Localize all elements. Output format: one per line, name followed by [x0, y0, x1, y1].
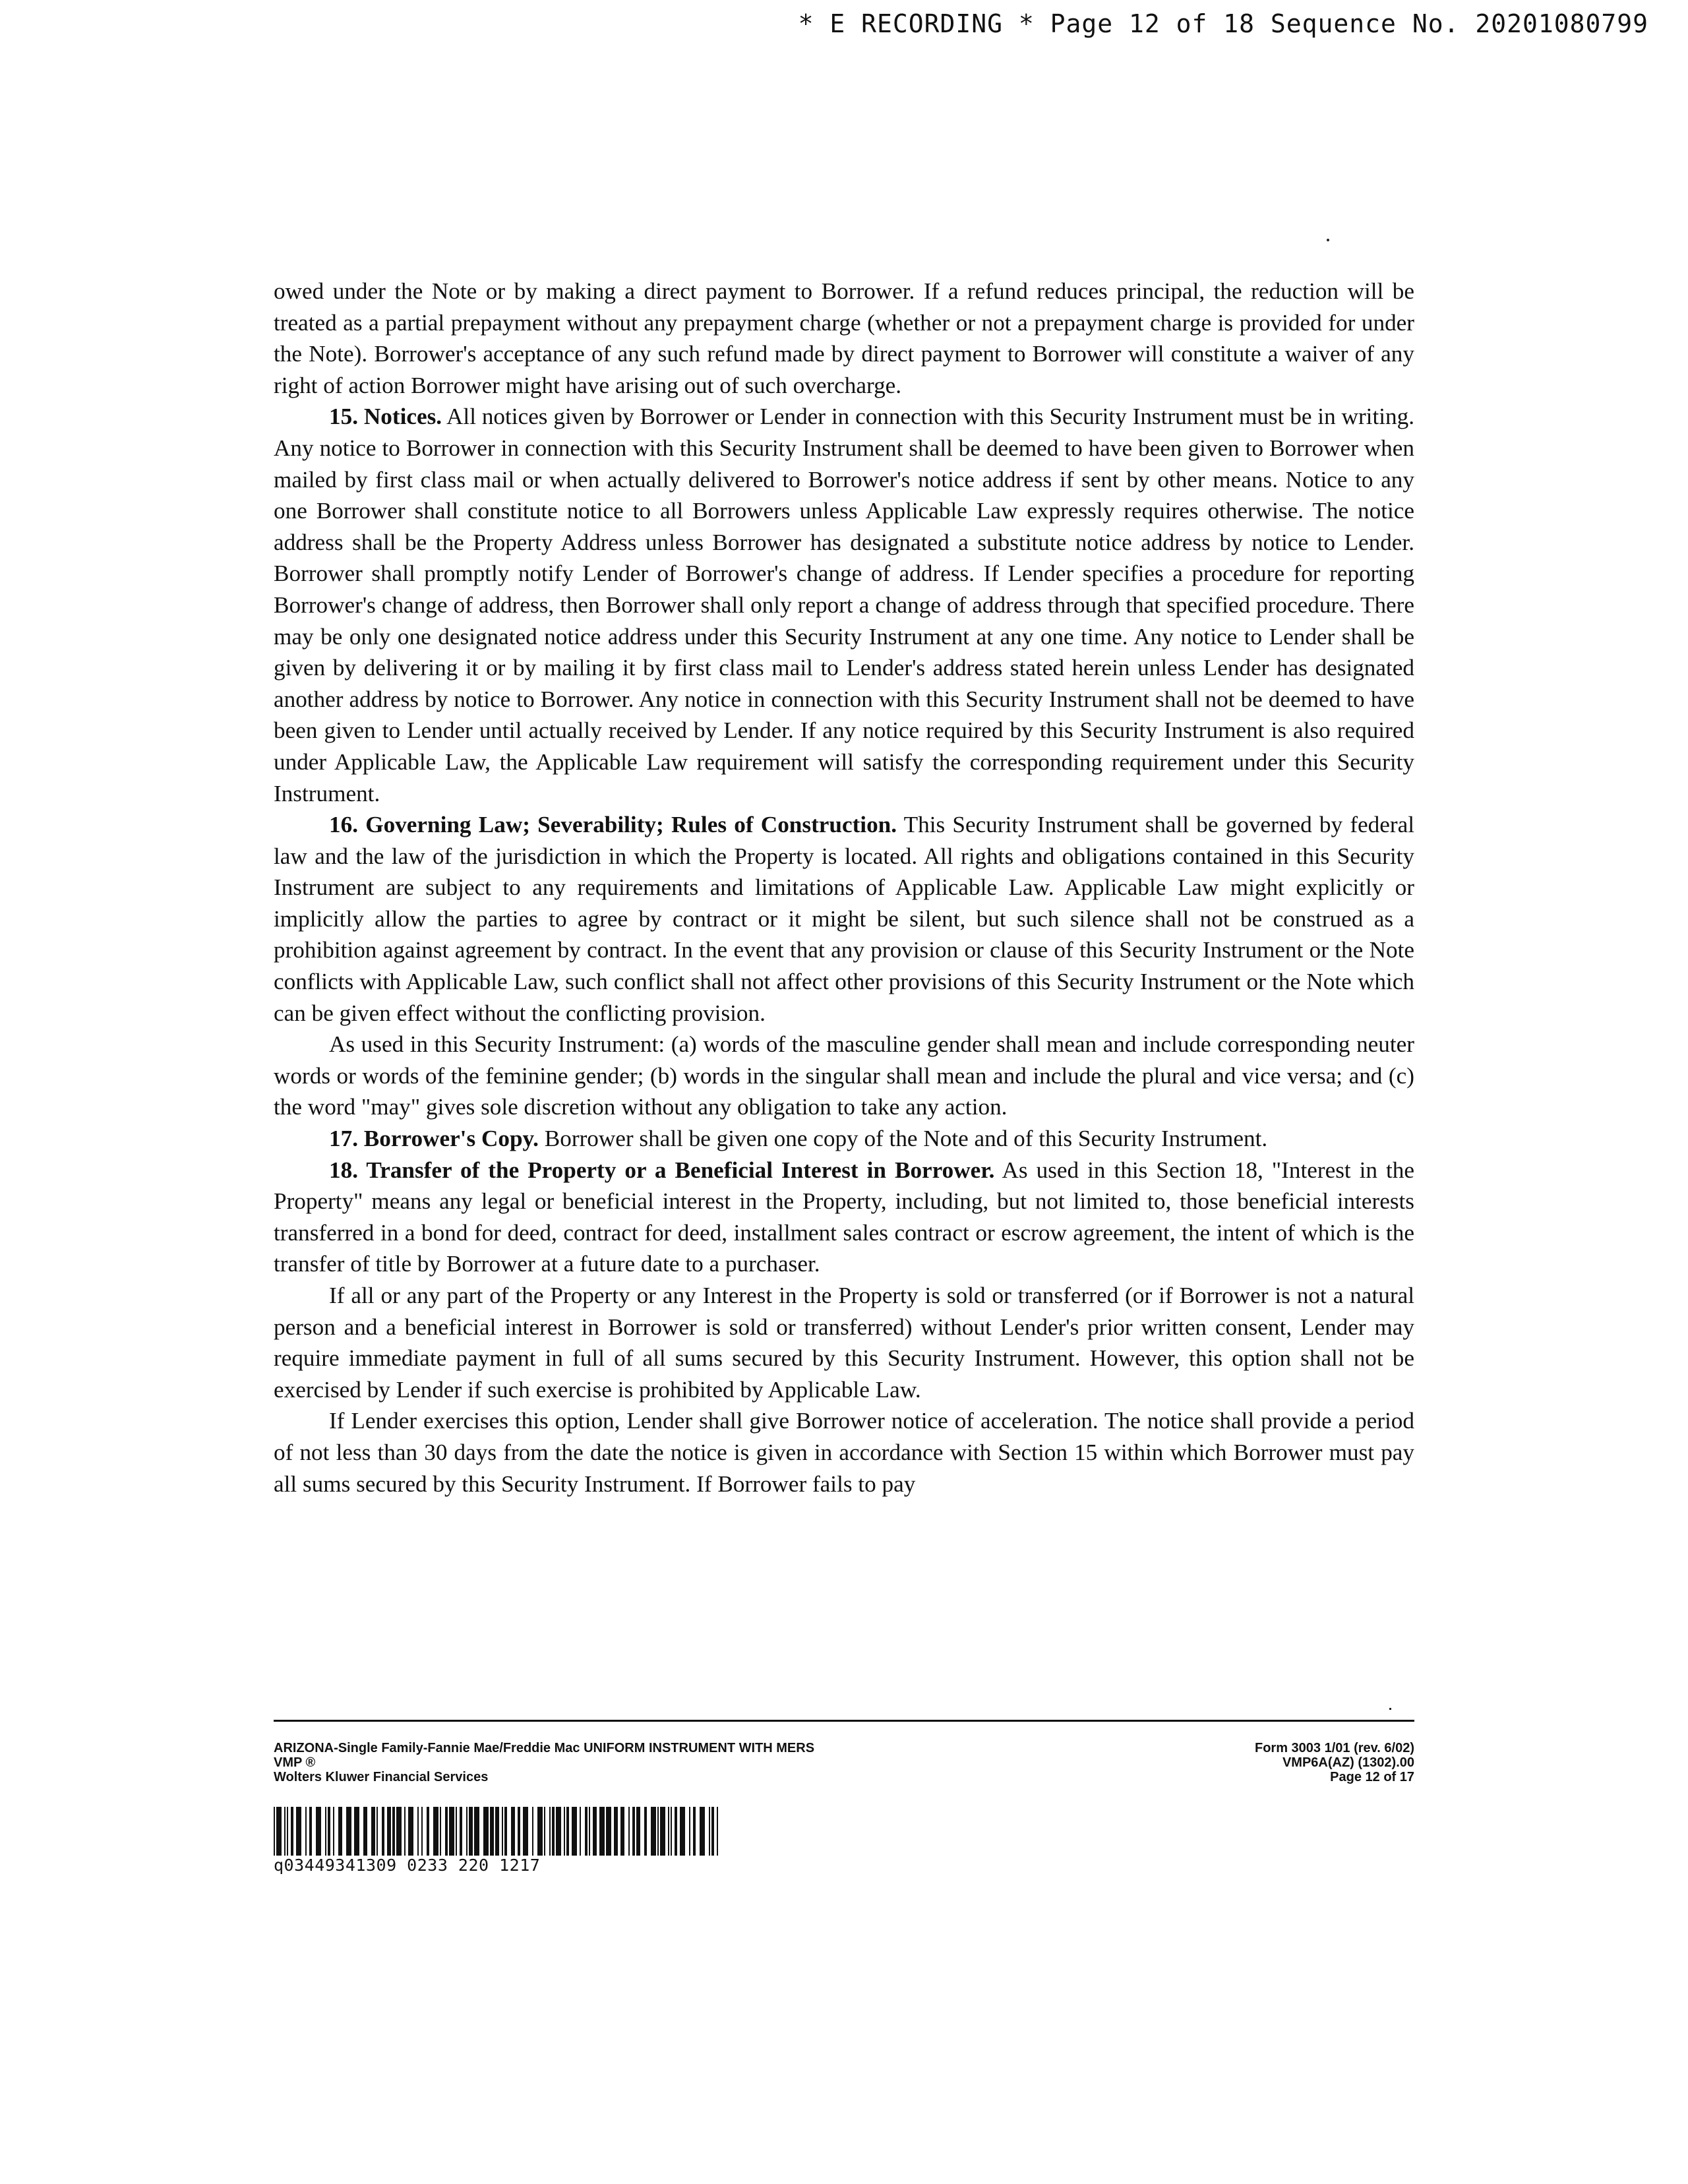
section-16-heading: 16. Governing Law; Severability; Rules of Construction. [329, 812, 897, 838]
section-16-governing-law [274, 809, 1414, 1029]
footer-vmp-code: VMP6A(AZ) (1302).00 [1282, 1755, 1414, 1770]
footer-form-info [274, 1741, 814, 1784]
recording-header: * E RECORDING * Page 12 of 18 Sequence No. 20201080799 [798, 9, 1648, 38]
scan-speck [1389, 1708, 1391, 1710]
footer-vmp: VMP ® [274, 1755, 316, 1770]
section-16-paragraph-2: As used in this Security Instrument: (a) words of the masculine gender shall mean and include corresponding neuter words or words of the feminine gender; (b) words in the singular shall mean and include the plural and vice versa; and (c) the word "may" gives sole discretion without any obligation to take any action. [274, 1031, 1414, 1120]
section-15-text: All notices given by Borrower or Lender in connection with this Security Instrument must be in writing. Any notice to Borrower in connection with this Security Instrument shall be deemed to have been given to Borrower when mailed by first class mail or when actually delivered to Borrower's notice address if sent by other means. Notice to any one Borrower shall constitute notice to all Borrowers unless Applicable Law expressly requires otherwise. The notice address shall be the Property Address unless Borrower has designated a substitute notice address by notice to Lender. Borrower shall promptly notify Lender of Borrower's change of address. If Lender specifies a procedure for reporting Borrower's change of address, then Borrower shall only report a change of address through that specified procedure. There may be only one designated notice address under this Security Instrument at any one time. Any notice to Lender shall be given by delivering it or by mailing it by first class mail to Lender's address stated herein unless Lender has designated another address by notice to Borrower. Any notice in connection with this Security Instrument shall not be deemed to have been given to Lender until actually received by Lender. If any notice required by this Security Instrument is also required under Applicable Law, the Applicable Law requirement will satisfy the corresponding requirement under this Security Instrument. [274, 404, 1414, 806]
footer-form-title: ARIZONA-Single Family-Fannie Mae/Freddie Mac UNIFORM INSTRUMENT WITH MERS [274, 1741, 815, 1755]
footer-divider [274, 1720, 1414, 1722]
section-15-heading: 15. Notices. [329, 404, 442, 430]
paragraph-continuation: owed under the Note or by making a direct payment to Borrower. If a refund reduces principal, the reduction will be treated as a partial prepayment without any prepayment charge (whether or not a prepayment charge is provided for under the Note). Borrower's acceptance of any such refund made by direct payment to Borrower will constitute a waiver of any right of action Borrower might have arising out of such overcharge. [274, 278, 1414, 398]
barcode-number: q03449341309 0233 220 1217 [274, 1856, 541, 1875]
section-18-paragraph-3: If Lender exercises this option, Lender shall give Borrower notice of acceleration. The notice shall provide a period of not less than 30 days from the date the notice is given in accordance with Section 15 within which Borrower must pay all sums secured by this Security Instrument. If Borrower fails to pay [274, 1408, 1414, 1497]
scan-speck [1327, 239, 1329, 241]
footer-form-number [1255, 1741, 1414, 1784]
section-18-paragraph-2: If all or any part of the Property or any Interest in the Property is sold or transferred (or if Borrower is not a natural person and a beneficial interest in Borrower is sold or transferred) without Lender's prior written consent, Lender may require immediate payment in full of all sums secured by this Security Instrument. However, this option shall not be exercised by Lender if such exercise is prohibited by Applicable Law. [274, 1283, 1414, 1403]
footer-form-code: Form 3003 1/01 (rev. 6/02) [1255, 1741, 1414, 1755]
section-18-text: As used in this Section 18, "Interest in the Property" means any legal or beneficial interest in the Property, including, but not limited to, those beneficial interests transferred in a bond for deed, contract for deed, installment sales contract or escrow agreement, the intent of which is the transfer of title by Borrower at a future date to a purchaser. [274, 1157, 1415, 1277]
section-17-borrowers-copy [274, 1123, 1414, 1155]
footer-page-number: Page 12 of 17 [1330, 1770, 1414, 1784]
barcode-image [274, 1807, 719, 1856]
section-18-heading: 18. Transfer of the Property or a Beneficial Interest in Borrower. [329, 1157, 995, 1183]
section-16-text: This Security Instrument shall be governed by federal law and the law of the jurisdiction in which the Property is located. All rights and obligations contained in this Security Instrument are subject to any requirements and limitations of Applicable Law. Applicable Law might explicitly or implicitly allow the parties to agree by contract or it might be silent, but such silence shall not be construed as a prohibition against agreement by contract. In the event that any provision or clause of this Security Instrument or the Note conflicts with Applicable Law, such conflict shall not affect other provisions of this Security Instrument or the Note which can be given effect without the conflicting provision. [274, 812, 1414, 1026]
section-17-text: Borrower shall be given one copy of the Note and of this Security Instrument. [538, 1126, 1268, 1152]
section-17-heading: 17. Borrower's Copy. [329, 1126, 539, 1152]
section-15-notices [274, 401, 1414, 809]
footer-publisher: Wolters Kluwer Financial Services [274, 1770, 489, 1784]
document-body [274, 276, 1414, 1500]
section-18-transfer [274, 1155, 1414, 1280]
